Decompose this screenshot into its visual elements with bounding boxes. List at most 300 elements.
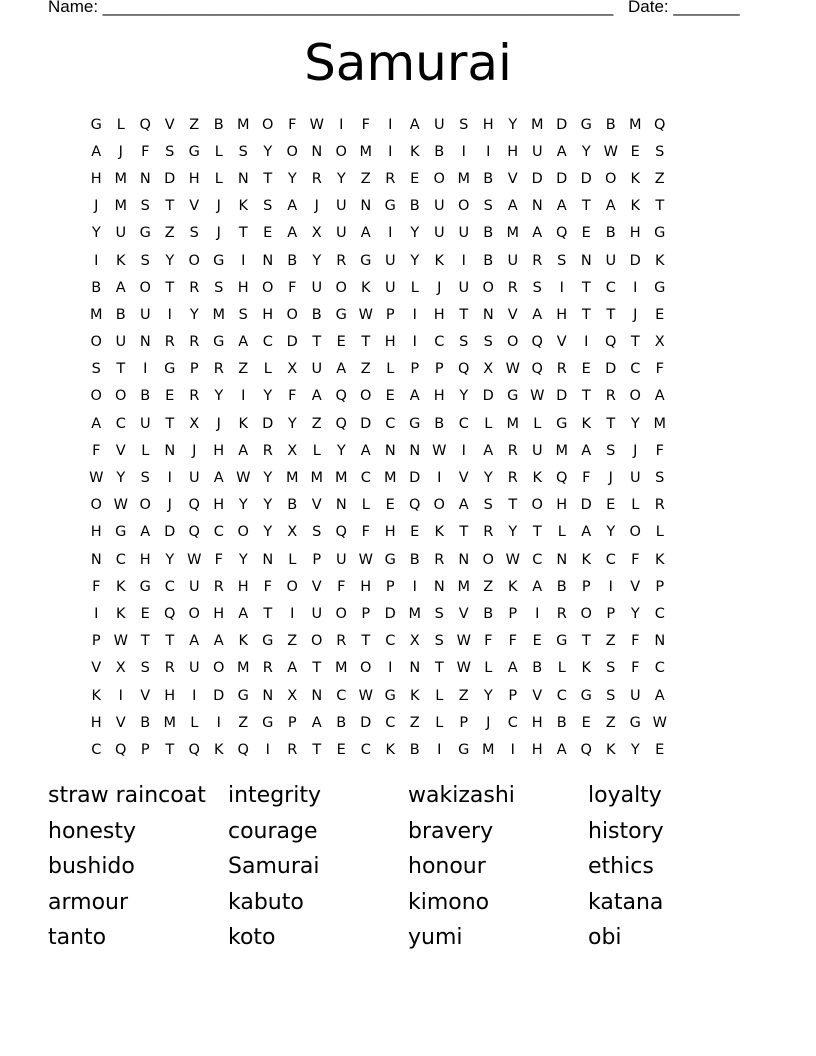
grid-letter: O (507, 334, 519, 351)
grid-row (84, 247, 744, 274)
grid-letter: O (629, 388, 641, 405)
grid-letter: P (189, 361, 199, 378)
grid-letter: K (581, 660, 591, 677)
grid-row (84, 682, 744, 709)
grid-letter: Z (164, 225, 175, 242)
grid-letter: T (581, 388, 591, 405)
grid-letter: E (263, 225, 273, 242)
grid-letter: O (188, 252, 200, 269)
grid-letter: T (165, 415, 175, 432)
grid-letter: T (459, 306, 469, 323)
grid-letter: P (410, 361, 420, 378)
grid-letter: Y (189, 306, 199, 323)
grid-letter: S (483, 334, 493, 351)
grid-letter: C (115, 551, 126, 568)
grid-row (84, 519, 744, 546)
grid-letter: M (481, 741, 495, 758)
grid-letter: V (532, 687, 543, 704)
grid-letter: K (238, 415, 248, 432)
grid-letter: L (533, 415, 542, 432)
grid-letter: R (605, 388, 616, 405)
grid-letter: I (216, 714, 221, 731)
grid-letter: I (388, 225, 393, 242)
grid-row (84, 356, 744, 383)
grid-letter: T (581, 633, 591, 650)
grid-letter: A (532, 306, 543, 323)
grid-letter: M (114, 170, 127, 187)
grid-letter: G (580, 687, 592, 704)
grid-letter: W (530, 388, 545, 405)
grid-letter: C (164, 578, 175, 595)
grid-letter: H (556, 306, 568, 323)
grid-letter: L (214, 143, 223, 160)
grid-letter: W (113, 497, 128, 514)
grid-letter: G (164, 361, 176, 378)
grid-letter: Q (164, 605, 176, 622)
word-list-item: wakizashi (408, 783, 515, 808)
grid-letter: I (388, 116, 393, 133)
grid-letter: K (115, 605, 126, 622)
grid-letter: J (216, 198, 221, 215)
grid-letter: U (384, 252, 396, 269)
grid-row (84, 600, 744, 627)
grid-letter: C (556, 687, 567, 704)
grid-letter: A (91, 143, 102, 160)
page-title: Samurai (304, 34, 512, 92)
grid-letter: S (655, 470, 665, 487)
grid-letter: N (262, 551, 274, 568)
grid-letter: Y (91, 225, 101, 242)
grid-letter: O (90, 334, 102, 351)
grid-letter: U (115, 225, 127, 242)
grid-letter: Q (335, 524, 347, 541)
grid-letter: O (139, 497, 151, 514)
grid-letter: Y (238, 551, 248, 568)
grid-letter: B (336, 714, 347, 731)
grid-letter: F (337, 578, 346, 595)
grid-letter: Z (605, 714, 616, 731)
grid-letter: C (654, 605, 665, 622)
grid-letter: R (507, 279, 518, 296)
grid-row (84, 383, 744, 410)
grid-letter: Z (311, 415, 322, 432)
grid-letter: Y (263, 524, 273, 541)
grid-letter: G (139, 225, 151, 242)
grid-letter: Y (508, 116, 518, 133)
grid-letter: A (556, 198, 567, 215)
grid-letter: F (508, 633, 517, 650)
grid-letter: A (311, 714, 322, 731)
grid-letter: C (605, 551, 616, 568)
grid-letter: V (311, 497, 322, 514)
grid-letter: B (115, 306, 126, 323)
grid-letter: I (94, 605, 99, 622)
grid-letter: K (654, 551, 665, 568)
grid-letter: B (409, 551, 420, 568)
grid-letter: B (409, 198, 420, 215)
grid-letter: C (532, 551, 543, 568)
grid-letter: X (654, 334, 665, 351)
grid-letter: Y (116, 470, 126, 487)
grid-letter: J (167, 497, 172, 514)
grid-letter: R (311, 170, 322, 187)
grid-letter: H (90, 524, 102, 541)
grid-letter: H (90, 170, 102, 187)
grid-row (84, 546, 744, 573)
grid-letter: N (409, 660, 421, 677)
grid-letter: A (115, 279, 126, 296)
grid-letter: E (410, 524, 420, 541)
word-list-item: ethics (588, 854, 654, 879)
grid-letter: G (384, 551, 396, 568)
grid-letter: W (456, 660, 471, 677)
grid-letter: A (91, 415, 102, 432)
grid-letter: W (187, 551, 202, 568)
grid-letter: K (581, 415, 591, 432)
grid-letter: P (385, 306, 395, 323)
grid-letter: B (605, 225, 616, 242)
grid-letter: D (164, 524, 176, 541)
grid-letter: H (237, 578, 249, 595)
grid-letter: S (557, 252, 567, 269)
grid-letter: O (433, 497, 445, 514)
grid-letter: Y (336, 170, 346, 187)
grid-letter: X (287, 524, 298, 541)
grid-letter: D (580, 497, 592, 514)
grid-letter: X (311, 225, 322, 242)
grid-letter: L (190, 714, 199, 731)
grid-letter: U (458, 225, 470, 242)
grid-letter: G (580, 116, 592, 133)
grid-letter: U (458, 279, 470, 296)
grid-letter: B (311, 306, 322, 323)
grid-letter: S (532, 279, 542, 296)
grid-letter: Y (410, 252, 420, 269)
grid-letter: A (409, 388, 420, 405)
grid-letter: W (603, 143, 618, 160)
grid-letter: X (189, 415, 200, 432)
word-list-item: straw raincoat (48, 783, 206, 808)
grid-letter: H (482, 116, 494, 133)
grid-letter: T (508, 497, 518, 514)
grid-letter: Y (630, 741, 640, 758)
grid-letter: A (556, 741, 567, 758)
grid-letter: C (605, 279, 616, 296)
grid-letter: K (581, 551, 591, 568)
word-list-item: obi (588, 925, 622, 950)
grid-letter: Y (459, 388, 469, 405)
grid-letter: T (140, 633, 150, 650)
grid-letter: T (165, 279, 175, 296)
grid-letter: L (655, 524, 664, 541)
grid-letter: V (458, 605, 469, 622)
grid-letter: Y (483, 470, 493, 487)
grid-letter: C (385, 633, 396, 650)
grid-letter: J (216, 225, 221, 242)
grid-letter: O (335, 143, 347, 160)
grid-letter: H (556, 497, 568, 514)
grid-letter: Z (287, 633, 298, 650)
grid-letter: S (434, 605, 444, 622)
date-field: Date: _______ (628, 0, 740, 16)
grid-letter: C (654, 660, 665, 677)
grid-letter: G (507, 388, 519, 405)
grid-letter: O (335, 605, 347, 622)
grid-letter: S (140, 660, 150, 677)
grid-letter: Y (214, 388, 224, 405)
grid-letter: X (483, 361, 494, 378)
grid-letter: A (458, 497, 469, 514)
grid-letter: A (654, 388, 665, 405)
grid-letter: N (384, 442, 396, 459)
grid-letter: H (213, 605, 225, 622)
grid-letter: K (434, 252, 444, 269)
grid-letter: F (288, 279, 297, 296)
grid-letter: R (336, 633, 347, 650)
grid-letter: W (456, 633, 471, 650)
grid-letter: E (336, 334, 346, 351)
grid-letter: N (360, 198, 372, 215)
grid-letter: I (167, 306, 172, 323)
grid-letter: R (654, 497, 665, 514)
word-list-item: Samurai (228, 854, 320, 879)
grid-letter: S (434, 633, 444, 650)
grid-letter: G (409, 415, 421, 432)
grid-letter: P (508, 687, 518, 704)
grid-letter: G (384, 198, 396, 215)
grid-letter: P (361, 605, 371, 622)
grid-letter: A (287, 660, 298, 677)
grid-letter: E (655, 306, 665, 323)
word-list-item: bushido (48, 854, 135, 879)
grid-letter: L (214, 170, 223, 187)
grid-letter: O (115, 388, 127, 405)
grid-letter: S (140, 470, 150, 487)
grid-letter: A (483, 442, 494, 459)
grid-letter: Y (336, 442, 346, 459)
grid-letter: F (361, 116, 370, 133)
grid-letter: A (287, 225, 298, 242)
grid-letter: D (164, 170, 176, 187)
grid-letter: G (139, 578, 151, 595)
grid-letter: U (433, 198, 445, 215)
grid-letter: K (360, 279, 371, 296)
grid-letter: O (262, 279, 274, 296)
grid-letter: M (212, 306, 225, 323)
grid-letter: C (115, 415, 126, 432)
grid-letter: T (459, 524, 469, 541)
grid-letter: F (631, 551, 640, 568)
grid-letter: H (433, 388, 445, 405)
grid-letter: S (655, 143, 665, 160)
grid-letter: B (556, 714, 567, 731)
grid-letter: E (581, 714, 591, 731)
grid-letter: H (531, 714, 543, 731)
grid-letter: Y (630, 415, 640, 432)
grid-letter: T (312, 660, 322, 677)
grid-letter: C (434, 334, 445, 351)
grid-letter: A (140, 524, 151, 541)
grid-letter: T (581, 279, 591, 296)
grid-letter: H (507, 143, 519, 160)
letter-grid (84, 111, 744, 764)
grid-letter: C (262, 334, 273, 351)
grid-letter: A (238, 334, 249, 351)
grid-letter: E (385, 497, 395, 514)
grid-letter: V (630, 578, 641, 595)
grid-letter: F (141, 143, 150, 160)
grid-letter: T (165, 198, 175, 215)
grid-letter: A (409, 116, 420, 133)
grid-letter: S (238, 306, 248, 323)
grid-letter: Z (360, 170, 371, 187)
grid-letter: E (165, 388, 175, 405)
grid-letter: X (115, 660, 126, 677)
grid-letter: D (629, 252, 641, 269)
grid-letter: Q (654, 116, 666, 133)
grid-letter: R (336, 252, 347, 269)
grid-letter: L (263, 361, 272, 378)
grid-letter: D (286, 334, 298, 351)
grid-letter: L (484, 660, 493, 677)
grid-letter: K (238, 633, 248, 650)
grid-letter: K (434, 524, 444, 541)
grid-letter: V (311, 578, 322, 595)
grid-letter: V (507, 170, 518, 187)
grid-letter: S (312, 524, 322, 541)
grid-letter: Q (531, 361, 543, 378)
grid-letter: I (510, 741, 515, 758)
grid-letter: Z (238, 714, 249, 731)
grid-letter: G (90, 116, 102, 133)
grid-letter: W (505, 551, 520, 568)
grid-letter: H (360, 578, 372, 595)
grid-letter: W (505, 361, 520, 378)
grid-letter: I (461, 143, 466, 160)
grid-letter: E (630, 143, 640, 160)
grid-letter: S (165, 143, 175, 160)
grid-letter: E (581, 225, 591, 242)
grid-letter: N (311, 687, 323, 704)
word-list-item: kimono (408, 889, 490, 915)
grid-letter: S (140, 198, 150, 215)
grid-letter: A (556, 143, 567, 160)
grid-letter: Q (580, 741, 592, 758)
word-list (48, 778, 788, 956)
grid-letter: J (486, 714, 491, 731)
grid-letter: F (484, 633, 493, 650)
grid-letter: B (605, 116, 616, 133)
grid-letter: S (459, 116, 469, 133)
grid-letter: W (652, 714, 667, 731)
grid-letter: H (188, 170, 200, 187)
grid-letter: Q (458, 361, 470, 378)
grid-letter: I (437, 470, 442, 487)
grid-letter: O (213, 660, 225, 677)
word-list-item: yumi (408, 925, 463, 950)
grid-letter: E (385, 388, 395, 405)
grid-letter: R (262, 442, 273, 459)
grid-letter: T (434, 660, 444, 677)
grid-letter: U (629, 687, 641, 704)
grid-letter: D (409, 470, 421, 487)
grid-letter: T (165, 741, 175, 758)
grid-letter: K (605, 741, 616, 758)
grid-letter: R (164, 334, 175, 351)
grid-letter: H (433, 306, 445, 323)
grid-letter: Z (605, 633, 616, 650)
grid-letter: G (262, 714, 274, 731)
grid-letter: B (409, 741, 420, 758)
grid-letter: N (556, 551, 568, 568)
grid-letter: D (384, 605, 396, 622)
grid-letter: I (412, 306, 417, 323)
grid-letter: O (237, 524, 249, 541)
word-list-item: courage (228, 818, 318, 844)
grid-letter: O (139, 279, 151, 296)
grid-letter: N (262, 252, 274, 269)
grid-letter: X (287, 442, 298, 459)
word-list-item: bravery (408, 818, 494, 844)
grid-letter: I (339, 116, 344, 133)
grid-letter: H (139, 551, 151, 568)
grid-letter: N (164, 442, 176, 459)
grid-letter: L (435, 714, 444, 731)
grid-letter: S (214, 279, 224, 296)
grid-letter: H (384, 334, 396, 351)
grid-letter: N (237, 170, 249, 187)
grid-row (84, 138, 744, 165)
grid-letter: R (287, 741, 298, 758)
grid-letter: Y (287, 170, 297, 187)
word-list-item: history (588, 818, 664, 844)
grid-letter: R (385, 170, 396, 187)
grid-row (84, 492, 744, 519)
grid-letter: U (188, 660, 200, 677)
grid-letter: D (360, 714, 372, 731)
grid-letter: Q (605, 334, 617, 351)
grid-letter: O (188, 605, 200, 622)
grid-letter: H (629, 225, 641, 242)
grid-letter: S (238, 143, 248, 160)
word-list-item: katana (588, 889, 664, 915)
grid-letter: W (358, 687, 373, 704)
grid-letter: T (655, 198, 665, 215)
grid-letter: B (434, 415, 445, 432)
grid-letter: A (654, 687, 665, 704)
grid-letter: K (409, 143, 420, 160)
grid-letter: L (557, 524, 566, 541)
grid-letter: T (263, 605, 273, 622)
grid-letter: T (263, 170, 273, 187)
grid-letter: F (214, 551, 223, 568)
grid-letter: G (556, 633, 568, 650)
grid-letter: A (507, 660, 518, 677)
grid-letter: L (361, 497, 370, 514)
grid-letter: Q (139, 116, 151, 133)
grid-letter: I (608, 578, 613, 595)
grid-letter: F (655, 361, 664, 378)
grid-letter: O (90, 497, 102, 514)
grid-letter: Y (263, 388, 273, 405)
grid-letter: R (213, 578, 224, 595)
grid-letter: G (262, 633, 274, 650)
grid-letter: J (633, 306, 638, 323)
grid-letter: N (433, 578, 445, 595)
grid-letter: H (90, 714, 102, 731)
grid-letter: N (531, 198, 543, 215)
grid-letter: B (434, 143, 445, 160)
